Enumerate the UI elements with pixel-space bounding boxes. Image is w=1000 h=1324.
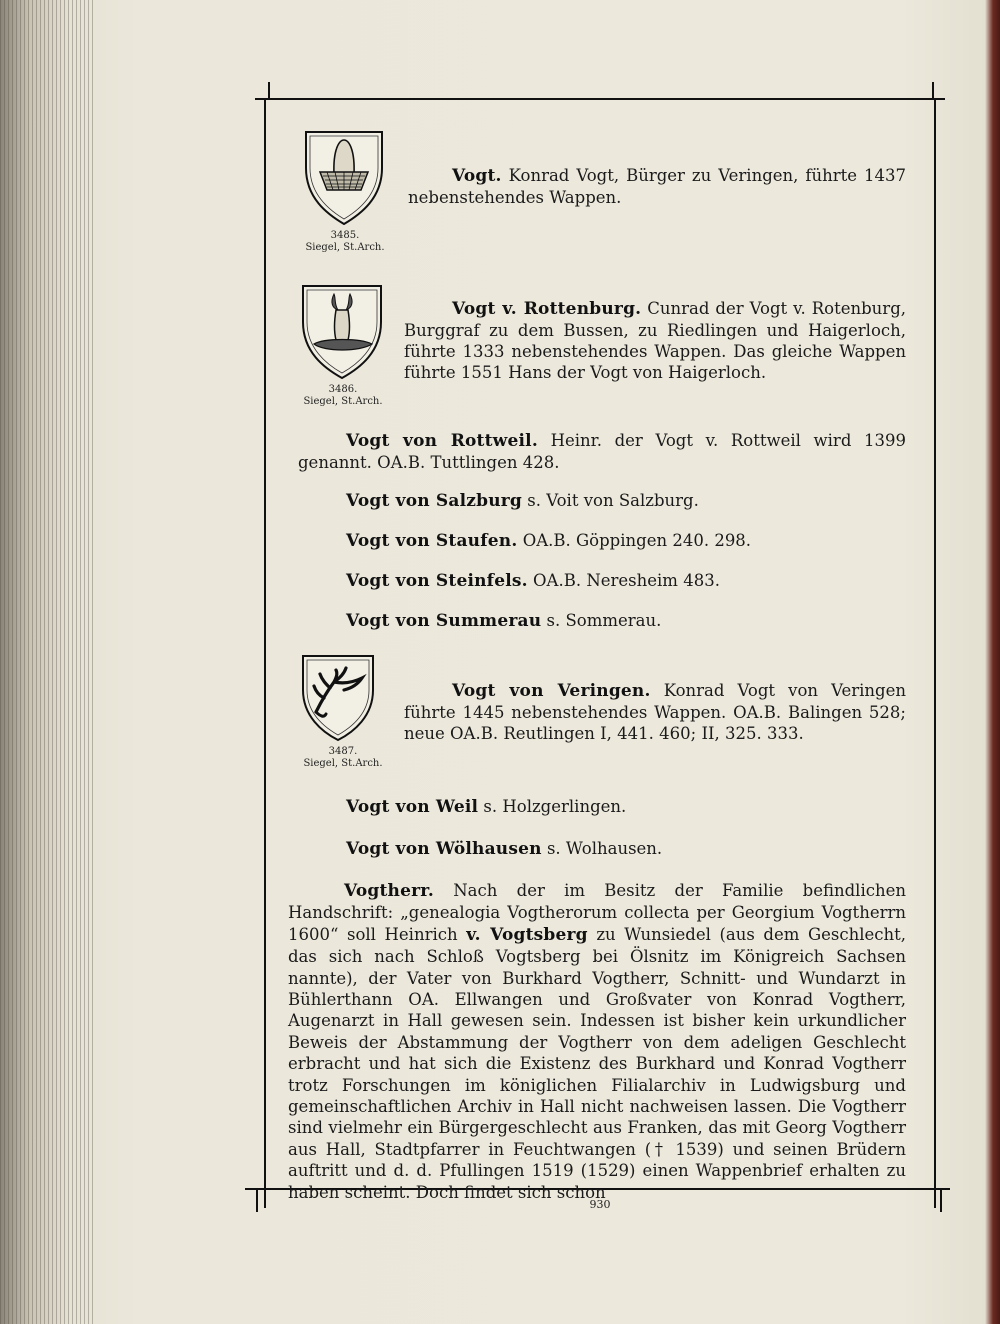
entry-heading: Vogt v. Rottenburg. bbox=[452, 299, 642, 319]
entry-text: s. Holzgerlingen. bbox=[483, 797, 627, 816]
frame-tick bbox=[932, 82, 934, 98]
antler-shield-icon bbox=[300, 652, 376, 742]
entry-text: s. Sommerau. bbox=[546, 611, 662, 630]
entry-vogt-weil bbox=[346, 796, 906, 818]
entry-vogt-woelhausen bbox=[346, 838, 906, 860]
entry-vogt-veringen bbox=[404, 680, 906, 744]
basket-shield-icon bbox=[303, 128, 385, 226]
figure-source: Siegel, St.Arch. bbox=[305, 242, 385, 253]
page-number: 930 bbox=[589, 1198, 611, 1211]
entry-vogt bbox=[408, 165, 906, 208]
entry-heading: Vogt von Wölhausen bbox=[346, 839, 542, 859]
entry-text: Heinr. der Vogt v. Rottweil wird 1399 genannt. OA.B. Tuttlingen 428. bbox=[298, 431, 906, 472]
hat-shield-icon bbox=[300, 282, 384, 380]
entry-text: Konrad Vogt von Veringen führte 1445 nebenstehendes Wappen. OA.B. Balingen 528; neue OA.B. Reutlingen I, 441. 460; II, 325. 333. bbox=[404, 681, 907, 743]
frame-tick bbox=[268, 82, 270, 98]
frame-tick bbox=[256, 1188, 258, 1212]
frame-tick bbox=[940, 1188, 942, 1212]
entry-heading: Vogt von Salzburg bbox=[346, 491, 523, 511]
entry-vogt-rottenburg bbox=[404, 298, 906, 383]
figure-number: 3487. bbox=[328, 746, 358, 757]
entry-text: s. Voit von Salzburg. bbox=[527, 491, 699, 510]
entry-heading: Vogtherr. bbox=[344, 881, 434, 901]
figure-source: Siegel, St.Arch. bbox=[303, 758, 383, 769]
figure-number: 3486. bbox=[328, 384, 358, 395]
entry-vogt-steinfels bbox=[346, 570, 906, 592]
entry-text: Nach der im Besitz der Familie befindlichen Handschrift: „genealogia Vogtherorum collecta per Georgium Vogtherrn 1600“ soll Heinrich bbox=[288, 881, 906, 944]
figure-caption bbox=[298, 384, 388, 408]
entry-vogtherr bbox=[288, 880, 906, 1203]
entry-vogt-summerau bbox=[346, 610, 906, 632]
figure-number: 3485. bbox=[330, 230, 360, 241]
entry-vogt-rottweil bbox=[298, 430, 906, 473]
entry-vogt-salzburg bbox=[346, 490, 906, 512]
entry-heading: Vogt von Staufen. bbox=[346, 531, 518, 551]
entry-text: zu Wunsiedel (aus dem Geschlecht, das sich nach Schloß Vogtsberg bei Ölsnitz im Königreich Sachsen nannte), der Vater von Burkhard Vogtherr, Schnitt- und Wundarzt in Bühlerthann OA. Ellwangen und Großvater von Konrad Vogtherr, Augenarzt in Hall gewesen sein. Indessen ist bisher kein urkundlicher Beweis der Abstammung der Vogtherr von dem adeligen Geschlecht erbracht und hat sich die Existenz des Burkhard und Konrad Vogtherr trotz Forschungen im königlichen Filialarchiv in Ludwigsburg und gemeinschaftlichen Archiv in Hall nicht nachweisen lassen. Die Vogtherr sind vielmehr ein Bürgergeschlecht aus Franken, das mit Georg Vogtherr aus Hall, Stadtpfarrer in Feuchtwangen († 1539) und seinen Brüdern auftritt und d. d. Pfullingen 1519 (1529) einen Wappenbrief erhalten zu haben scheint. Doch findet sich schon bbox=[288, 924, 907, 1202]
entry-text: s. Wolhausen. bbox=[546, 839, 663, 858]
entry-text: OA.B. Göppingen 240. 298. bbox=[522, 531, 752, 550]
figure-source: Siegel, St.Arch. bbox=[303, 396, 383, 407]
page-edges bbox=[0, 0, 95, 1324]
entry-heading: Vogt. bbox=[452, 166, 502, 186]
frame-rule-top bbox=[255, 98, 945, 100]
entry-text: Konrad Vogt, Bürger zu Veringen, führte 1437 nebenstehendes Wappen. bbox=[408, 166, 906, 207]
figure-caption bbox=[300, 230, 390, 254]
frame-rule-right bbox=[934, 98, 936, 1208]
entry-text: Cunrad der Vogt v. Rotenburg, Burggraf zu dem Bussen, zu Riedlingen und Haigerloch, führte 1333 nebenstehendes Wappen. Das gleiche Wappen führte 1551 Hans der Vogt von Haigerloch. bbox=[404, 299, 907, 382]
entry-heading: Vogt von Steinfels. bbox=[346, 571, 528, 591]
entry-subheading: v. Vogtsberg bbox=[466, 924, 588, 945]
entry-heading: Vogt von Weil bbox=[346, 797, 479, 817]
entry-heading: Vogt von Rottweil. bbox=[346, 431, 538, 451]
entry-heading: Vogt von Veringen. bbox=[452, 681, 651, 701]
entry-vogt-staufen bbox=[346, 530, 906, 552]
frame-rule-left bbox=[264, 98, 266, 1208]
entry-heading: Vogt von Summerau bbox=[346, 611, 542, 631]
entry-text: OA.B. Neresheim 483. bbox=[533, 571, 720, 590]
figure-caption bbox=[298, 746, 388, 770]
